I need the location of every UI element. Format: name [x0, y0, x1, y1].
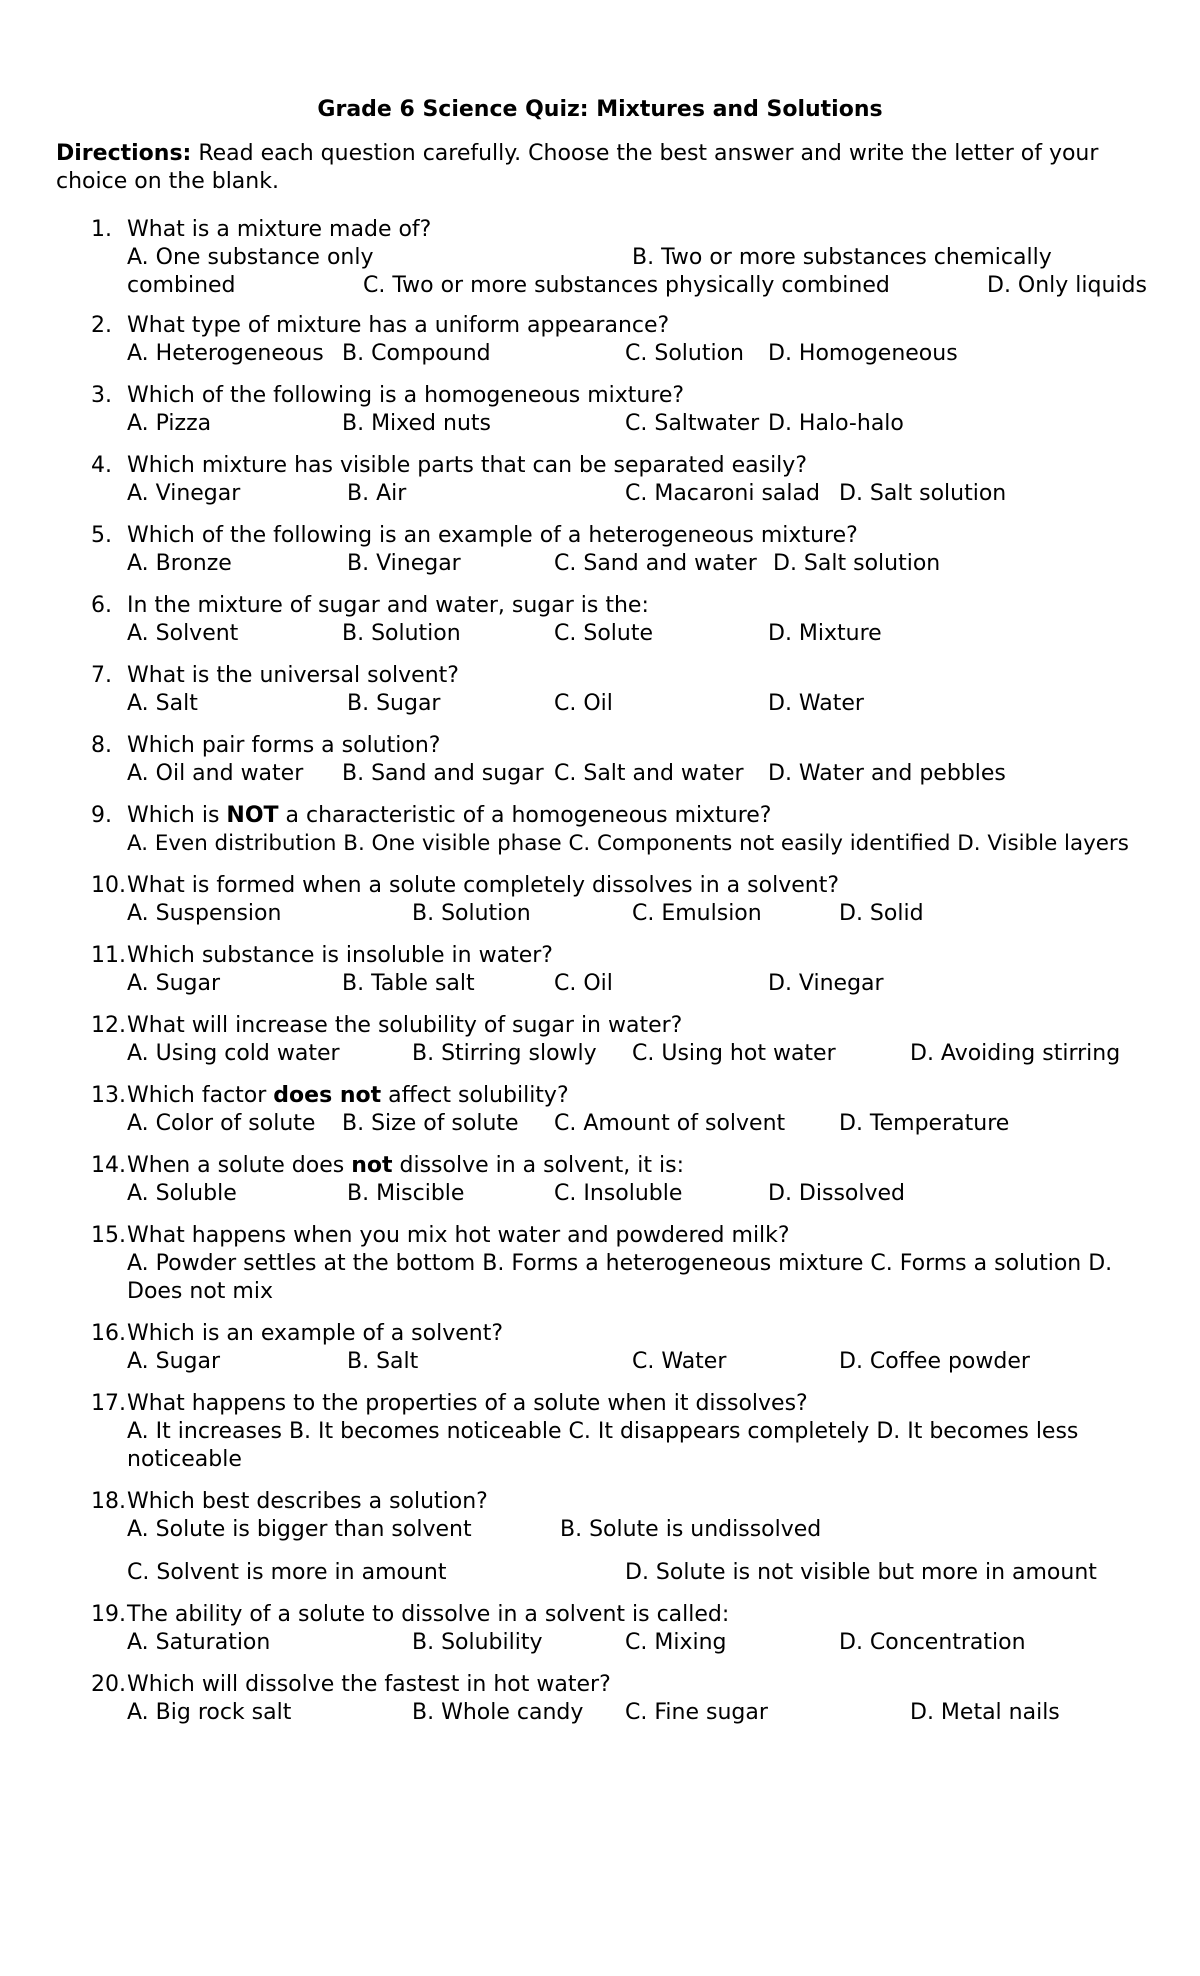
question-18: [0, 1488, 1200, 1588]
options: [127, 1418, 1117, 1474]
question-2: [0, 312, 1200, 372]
question-7: [0, 662, 1200, 722]
question-text: [91, 1488, 1151, 1516]
options-continued: [127, 272, 1167, 300]
question-stem: What will increase the solubility of sugar in water?: [127, 1013, 683, 1038]
option-c: C. Water: [632, 1349, 727, 1374]
question-17: [0, 1390, 1200, 1478]
option-b: B. One visible phase: [343, 831, 562, 856]
question-number: 13.: [91, 1083, 126, 1108]
option-a: A. One substance only: [127, 245, 374, 270]
option-c: C. Oil: [554, 971, 613, 996]
option-c: C. Salt and water: [554, 761, 744, 786]
option-d: D. Water and pebbles: [768, 761, 1006, 786]
option-d: D. Solute is not visible but more in amount: [625, 1560, 1097, 1585]
option-a: A. It increases: [127, 1419, 282, 1444]
question-stem-end: dissolve in a solvent, it is:: [392, 1153, 684, 1178]
option-b: B. Sugar: [347, 691, 441, 716]
question-number: 7.: [91, 663, 112, 688]
option-d: D. Avoiding stirring: [910, 1041, 1121, 1066]
option-c: C. Amount of solvent: [554, 1111, 786, 1136]
question-text: [91, 1390, 1151, 1418]
question-stem-emphasis: does not: [273, 1083, 382, 1108]
question-stem-start: Which is: [127, 803, 227, 828]
question-stem-start: When a solute does: [127, 1153, 352, 1178]
option-c: C. Mixing: [625, 1630, 727, 1655]
question-10: [0, 872, 1200, 932]
question-number: 1.: [91, 217, 112, 242]
option-b: B. Solubility: [412, 1630, 543, 1655]
question-number: 10.: [91, 873, 126, 898]
question-text: [91, 1222, 1151, 1250]
directions: [56, 140, 1146, 196]
question-6: [0, 592, 1200, 652]
question-text: [91, 452, 1151, 480]
option-b: B. Two or more substances chemically: [632, 245, 1052, 270]
option-d: D. Water: [768, 691, 864, 716]
question-text: [91, 312, 1151, 340]
question-stem: Which substance is insoluble in water?: [127, 943, 553, 968]
option-b: B. Miscible: [347, 1181, 465, 1206]
option-a: A. Salt: [127, 691, 198, 716]
question-number: 4.: [91, 453, 112, 478]
question-text: [91, 1152, 1151, 1180]
option-d: D. Temperature: [839, 1111, 1010, 1136]
question-text: [91, 522, 1151, 550]
option-b: B. Vinegar: [347, 551, 461, 576]
question-number: 2.: [91, 313, 112, 338]
option-d: D. Metal nails: [910, 1700, 1060, 1725]
question-number: 17.: [91, 1391, 126, 1416]
option-d: D. Salt solution: [773, 551, 941, 576]
option-a: A. Bronze: [127, 551, 232, 576]
question-text: [91, 1082, 1151, 1110]
option-b: B. It becomes noticeable: [288, 1419, 562, 1444]
question-text: [91, 942, 1151, 970]
option-a: A. Sugar: [127, 1349, 221, 1374]
question-text: [91, 802, 1151, 830]
option-d: D. Vinegar: [768, 971, 884, 996]
question-stem: Which is an example of a solvent?: [127, 1321, 504, 1346]
option-b-continued: combined: [127, 273, 236, 298]
question-stem: What happens to the properties of a solute when it dissolves?: [127, 1391, 808, 1416]
option-a: A. Color of solute: [127, 1111, 316, 1136]
question-number: 16.: [91, 1321, 126, 1346]
question-4: [0, 452, 1200, 512]
question-text: [91, 872, 1151, 900]
option-d: D. Mixture: [768, 621, 882, 646]
option-c: C. Components not easily identified: [568, 831, 951, 856]
option-b: B. Solution: [412, 901, 531, 926]
option-a: A. Powder settles at the bottom: [127, 1251, 476, 1276]
directions-text: Read each question carefully. Choose the best answer and write the letter of your choice on the blank.: [56, 141, 1099, 194]
question-12: [0, 1012, 1200, 1072]
option-b: B. Stirring slowly: [412, 1041, 597, 1066]
question-stem: Which pair forms a solution?: [127, 733, 441, 758]
option-a: A. Suspension: [127, 901, 282, 926]
question-5: [0, 522, 1200, 582]
option-c: C. Solution: [625, 341, 744, 366]
question-stem: What is a mixture made of?: [127, 217, 432, 242]
option-b: B. Air: [347, 481, 407, 506]
option-d: D. Dissolved: [768, 1181, 905, 1206]
option-d: D. Homogeneous: [768, 341, 958, 366]
option-b: B. Table salt: [342, 971, 475, 996]
option-b: B. Forms a heterogeneous mixture: [482, 1251, 864, 1276]
option-a: A. Oil and water: [127, 761, 304, 786]
option-b: B. Sand and sugar: [342, 761, 544, 786]
option-c: C. Oil: [554, 691, 613, 716]
question-text: [91, 1012, 1151, 1040]
option-c: C. Emulsion: [632, 901, 762, 926]
directions-label: Directions:: [56, 141, 192, 166]
question-stem: Which of the following is an example of a heterogeneous mixture?: [127, 523, 858, 548]
question-8: [0, 732, 1200, 792]
option-b: B. Size of solute: [342, 1111, 519, 1136]
option-a: A. Solvent: [127, 621, 239, 646]
question-number: 18.: [91, 1489, 126, 1514]
option-d: D. Does not mix: [127, 1251, 1113, 1304]
option-c: C. Saltwater: [625, 411, 760, 436]
option-d: D. Halo-halo: [768, 411, 904, 436]
question-stem: What is the universal solvent?: [127, 663, 459, 688]
option-b: B. Compound: [342, 341, 491, 366]
options: [127, 830, 1147, 858]
question-stem: The ability of a solute to dissolve in a solvent is called:: [127, 1602, 730, 1627]
question-stem: In the mixture of sugar and water, sugar is the:: [127, 593, 649, 618]
option-d: D. Coffee powder: [839, 1349, 1030, 1374]
option-b: B. Solute is undissolved: [560, 1517, 822, 1542]
option-a: A. Saturation: [127, 1630, 271, 1655]
option-d: D. Salt solution: [839, 481, 1007, 506]
question-number: 9.: [91, 803, 112, 828]
options: [127, 1250, 1127, 1306]
page-title: Grade 6 Science Quiz: Mixtures and Solutions: [317, 97, 883, 122]
option-c: C. Solvent is more in amount: [127, 1560, 447, 1585]
option-d: D. Only liquids: [987, 273, 1147, 298]
option-c: C. Using hot water: [632, 1041, 836, 1066]
option-a: A. Solute is bigger than solvent: [127, 1517, 472, 1542]
option-b: B. Mixed nuts: [342, 411, 491, 436]
question-number: 20.: [91, 1672, 126, 1697]
question-number: 14.: [91, 1153, 126, 1178]
question-19: [0, 1601, 1200, 1661]
question-stem: What happens when you mix hot water and powdered milk?: [127, 1223, 790, 1248]
option-d: D. It becomes less noticeable: [127, 1419, 1079, 1472]
option-a: A. Using cold water: [127, 1041, 340, 1066]
option-b: B. Salt: [347, 1349, 419, 1374]
option-a: A. Vinegar: [127, 481, 241, 506]
question-number: 5.: [91, 523, 112, 548]
option-d: D. Solid: [839, 901, 924, 926]
option-c: C. Insoluble: [554, 1181, 683, 1206]
option-c: C. Solute: [554, 621, 653, 646]
question-text: [91, 592, 1151, 620]
question-number: 8.: [91, 733, 112, 758]
option-b: B. Whole candy: [412, 1700, 584, 1725]
question-stem-end: affect solubility?: [381, 1083, 569, 1108]
question-15: [0, 1222, 1200, 1310]
question-text: [91, 1320, 1151, 1348]
question-3: [0, 382, 1200, 442]
question-number: 11.: [91, 943, 126, 968]
question-number: 3.: [91, 383, 112, 408]
option-c: C. Sand and water: [554, 551, 757, 576]
option-d: D. Visible layers: [957, 831, 1129, 856]
question-text: [91, 1671, 1151, 1699]
option-c: C. Macaroni salad: [625, 481, 820, 506]
option-a: A. Big rock salt: [127, 1700, 292, 1725]
question-1: [0, 216, 1200, 300]
option-c: C. It disappears completely: [568, 1419, 870, 1444]
question-stem: Which will dissolve the fastest in hot water?: [127, 1672, 611, 1697]
question-9: [0, 802, 1200, 862]
option-a: A. Heterogeneous: [127, 341, 324, 366]
question-13: [0, 1082, 1200, 1142]
question-stem: Which mixture has visible parts that can be separated easily?: [127, 453, 807, 478]
question-text: [91, 662, 1151, 690]
option-a: A. Sugar: [127, 971, 221, 996]
question-text: [91, 382, 1151, 410]
question-stem: What type of mixture has a uniform appearance?: [127, 313, 670, 338]
option-b: B. Solution: [342, 621, 461, 646]
option-c: C. Forms a solution: [870, 1251, 1082, 1276]
question-text: [91, 1601, 1151, 1629]
question-stem: Which best describes a solution?: [127, 1489, 488, 1514]
question-number: 19.: [91, 1602, 126, 1627]
option-c: C. Two or more substances physically combined: [363, 273, 890, 298]
option-a: A. Even distribution: [127, 831, 337, 856]
question-number: 12.: [91, 1013, 126, 1038]
question-stem-end: a characteristic of a homogeneous mixture?: [278, 803, 772, 828]
question-20: [0, 1671, 1200, 1731]
option-a: A. Soluble: [127, 1181, 237, 1206]
question-11: [0, 942, 1200, 1002]
option-a: A. Pizza: [127, 411, 212, 436]
question-text: [91, 216, 1151, 244]
question-14: [0, 1152, 1200, 1212]
question-number: 15.: [91, 1223, 126, 1248]
option-c: C. Fine sugar: [625, 1700, 768, 1725]
question-stem-emphasis: not: [351, 1153, 393, 1178]
question-stem-emphasis: NOT: [226, 803, 279, 828]
question-number: 6.: [91, 593, 112, 618]
question-stem: What is formed when a solute completely dissolves in a solvent?: [127, 873, 839, 898]
question-16: [0, 1320, 1200, 1380]
option-d: D. Concentration: [839, 1630, 1026, 1655]
question-stem-start: Which factor: [127, 1083, 274, 1108]
question-stem: Which of the following is a homogeneous mixture?: [127, 383, 685, 408]
question-text: [91, 732, 1151, 760]
